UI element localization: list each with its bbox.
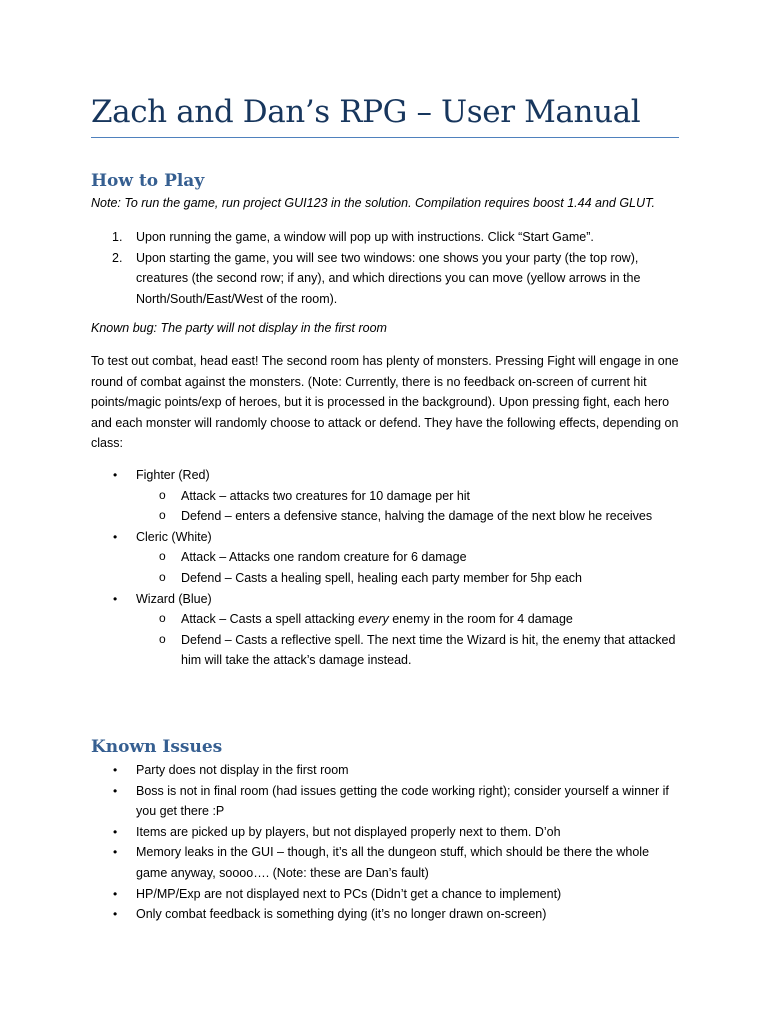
defend-effect: Defend – Casts a healing spell, healing each party member for 5hp each	[181, 570, 582, 585]
list-item	[91, 822, 681, 843]
document-title: Zach and Dan’s RPG – User Manual	[91, 94, 641, 130]
fighter-effects	[136, 486, 681, 527]
issue-text: Party does not display in the first room	[136, 763, 349, 777]
list-item-cleric	[91, 527, 681, 589]
steps-list	[91, 227, 681, 309]
class-name: Cleric (White)	[136, 529, 212, 544]
list-item-wizard	[91, 589, 681, 671]
attack-effect: Attack – attacks two creatures for 10 damage per hit	[181, 488, 471, 503]
bullet-icon: •	[113, 529, 118, 544]
circle-bullet-icon: o	[159, 508, 166, 523]
bullet-icon: •	[113, 783, 118, 798]
class-list	[91, 465, 681, 671]
circle-bullet-icon: o	[159, 549, 166, 564]
circle-bullet-icon: o	[159, 569, 166, 584]
known-bug-note: Known bug: The party will not display in the first room	[91, 321, 387, 335]
wizard-effects	[136, 609, 681, 671]
issue-text: HP/MP/Exp are not displayed next to PCs (Didn’t get a chance to implement)	[136, 886, 562, 901]
attack-effect-post: enemy in the room for 4 damage	[388, 612, 573, 627]
combat-paragraph: To test out combat, head east! The second room has plenty of monsters. Pressing Fight will engage in one round of combat against the monsters. (Note: Currently, there is no feedback on-screen of current hit points/magic points/exp of heroes, but it is processed in the background). Upon pressing fight, each hero and each monster will randomly choose to attack or defend. They have the following effects, depending on class:	[91, 354, 679, 451]
issue-text: Memory leaks in the GUI – though, it’s all the dungeon stuff, which should be there the whole game anyway, soooo…. (Note: these are Dan’s fault)	[136, 845, 650, 880]
list-item	[136, 486, 681, 507]
class-name: Fighter (Red)	[136, 468, 210, 482]
bullet-icon: •	[113, 886, 118, 901]
cleric-effects	[136, 547, 681, 588]
bullet-icon: •	[113, 468, 118, 482]
heading-known-issues: Known Issues	[91, 737, 223, 757]
defend-effect: Defend – Casts a reflective spell. The next time the Wizard is hit, the enemy that attacked him will take the attack’s damage instead.	[181, 632, 676, 668]
issue-text: Items are picked up by players, but not displayed properly next to them. D’oh	[136, 824, 561, 839]
circle-bullet-icon: o	[159, 611, 166, 626]
compile-note: Note: To run the game, run project GUI123 in the solution. Compilation requires boost 1.44 and GLUT.	[91, 196, 655, 210]
attack-effect-pre: Attack – Casts a spell attacking	[181, 612, 359, 627]
step-number: 1.	[112, 230, 123, 244]
defend-effect: Defend – enters a defensive stance, halving the damage of the next blow he receives	[181, 509, 653, 524]
list-item	[136, 630, 681, 671]
issue-text: Only combat feedback is something dying (it’s no longer drawn on-screen)	[136, 907, 547, 922]
bullet-icon: •	[113, 763, 118, 777]
circle-bullet-icon: o	[159, 487, 166, 502]
list-item	[91, 842, 681, 883]
class-name: Wizard (Blue)	[136, 591, 212, 606]
bullet-icon: •	[113, 591, 118, 606]
heading-how-to-play: How to Play	[91, 171, 205, 191]
known-issues-list	[91, 760, 681, 925]
list-item	[136, 609, 681, 630]
list-item	[91, 248, 681, 310]
list-item-fighter	[91, 465, 681, 527]
title-underline	[91, 137, 679, 138]
issue-text: Boss is not in final room (had issues getting the code working right); consider yourself a winner if you get there :P	[136, 783, 669, 819]
bullet-icon: •	[113, 907, 118, 922]
attack-effect: Attack – Attacks one random creature for 6 damage	[181, 550, 467, 565]
list-item	[91, 884, 681, 905]
list-item	[136, 506, 681, 527]
step-number: 2.	[112, 250, 123, 265]
list-item	[91, 227, 681, 248]
bullet-icon: •	[113, 824, 118, 839]
step-text: Upon running the game, a window will pop up with instructions. Click “Start Game”.	[136, 230, 594, 244]
attack-effect-emphasis: every	[358, 612, 389, 627]
list-item	[136, 547, 681, 568]
list-item	[136, 568, 681, 589]
list-item	[91, 781, 681, 822]
circle-bullet-icon: o	[159, 631, 166, 646]
bullet-icon: •	[113, 845, 118, 860]
list-item	[91, 904, 681, 925]
step-text: Upon starting the game, you will see two windows: one shows you your party (the top row), creatures (the second row; if any), and which directions you can move (yellow arrows in the North/South/East/West of the room).	[136, 250, 641, 306]
list-item	[91, 760, 681, 781]
